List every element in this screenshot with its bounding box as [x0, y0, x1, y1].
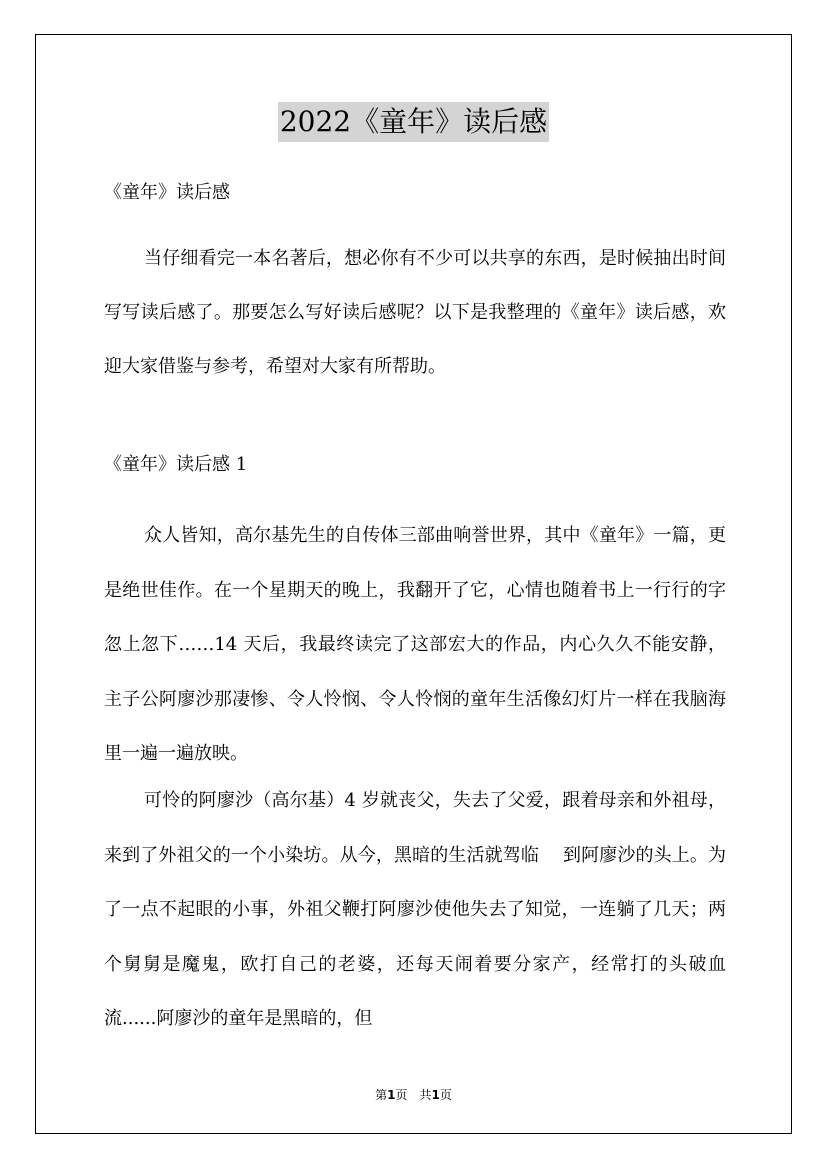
- page-current: 1: [387, 1088, 396, 1102]
- body-paragraph-1: 众人皆知，高尔基先生的自传体三部曲响誉世界，其中《童年》一篇，更是绝世佳作。在一个星期天的晚上，我翻开了它，心情也随着书上一行行的字忽上忽下……14 天后，我最终读完了这部宏大的作品，内心久久不能安静，主子公阿廖沙那凄惨、令人怜悯、令人怜悯的童年生活像幻灯片一样在我脑海里一遍一遍放映。: [104, 525, 726, 764]
- page-footer: [0, 1084, 827, 1103]
- section-heading: 《童年》读后感 1: [104, 454, 248, 475]
- page-suffix: 页: [439, 1088, 452, 1102]
- page-prefix: 第: [375, 1088, 388, 1102]
- page-total: 1: [431, 1088, 440, 1102]
- page-number: [375, 1088, 452, 1102]
- intro-paragraph: 当仔细看完一本名著后，想必你有不少可以共享的东西，是时候抽出时间写写读后感了。那要怎么写好读后感呢？以下是我整理的《童年》读后感，欢迎大家借鉴与参考，希望对大家有所帮助。: [104, 248, 726, 377]
- title-container: [0, 102, 827, 142]
- page-mid: 页 共: [395, 1088, 432, 1102]
- body-paragraph-2: 可怜的阿廖沙（高尔基）4 岁就丧父，失去了父爱，跟着母亲和外祖母，来到了外祖父的一个小染坊。从今，黑暗的生活就驾临 到阿廖沙的头上。为了一点不起眼的小事，外祖父鞭打阿廖沙使他失去了知觉，一连躺了几天；两个舅舅是魔鬼，欧打自己的老婆，还每天闹着要分家产，经常打的头破血流......阿廖沙的童年是黑暗的，但: [104, 790, 726, 1029]
- document-title: 2022《童年》读后感: [278, 102, 549, 142]
- document-subtitle: 《童年》读后感: [104, 182, 230, 203]
